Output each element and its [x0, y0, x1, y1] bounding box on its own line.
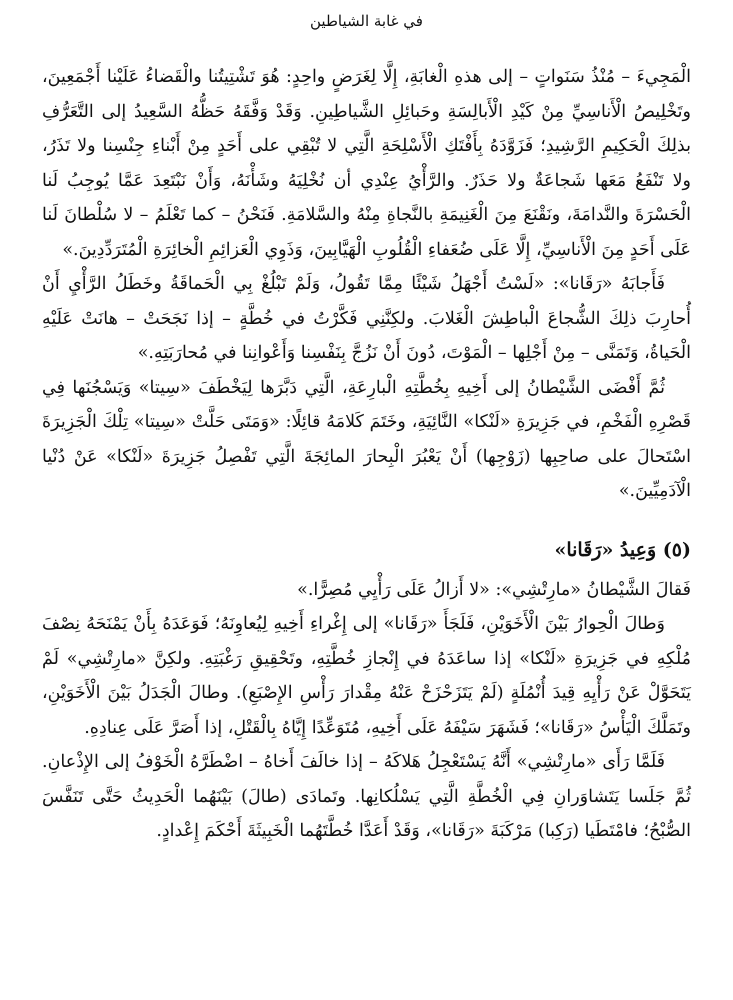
section-gap [42, 509, 691, 533]
paragraph: فَأَجابَهُ «رَقَانا»: «لَسْتُ أَجْهَلُ شَيْئًا مِمَّا تَقُولُ، وَلَمْ تَبْلُغْ بِي الْحَماقَةُ وخَطَلُ الرَّأْيِ أَنْ أُحارِبَ ذلِكَ الشُّجاعَ الْباطِشَ الْغَلابَ. ولكِنَّنِي فَكَّرْتُ في خُطَّةٍ – إذا نَجَحَتْ – هانَتْ عَلَيْهِ الْحَياةُ، وَتَمَنَّى – مِنْ أَجْلِها – الْمَوْتَ، دُونَ أَنْ نَزُجَّ بِنَفْسِنا وَأَعْوانِنا في مُحارَبَتِهِ.» [42, 274, 691, 363]
paragraph: فَقالَ الشَّيْطانُ «مارِتْشِي»: «لا أَزالُ عَلَى رَأْيِي مُصِرًّا.» [297, 579, 691, 600]
paragraph: ثُمَّ أَفْضَى الشَّيْطانُ إلى أَخِيهِ بِخُطَّتِهِ الْبارِعَةِ، الَّتِي دَبَّرَها لِيَخْطَفَ «سِيتا» وَيَسْجُنَها فِي قَصْرِهِ الْفَخْمِ، في جَزِيرَةِ «لَنْكا» النَّائِيَةِ، وخَتَمَ كَلامَهُ قائِلًا: «وَمَتَى حَلَّتْ «سِيتا» تِلْكَ الْجَزِيرَةَ اسْتَحالَ على صاحِبِها (زَوْجِها) أَنْ يَعْبُرَ الْبِحارَ المائِجَةَ الَّتِي تَفْصِلُ جَزِيرَةَ «لَنْكا» عَنْ دُنْيا الْآدَمِيِّينَ.» [42, 377, 691, 501]
paragraph: فَلَمَّا رَأَى «مارِتْشِي» أَنَّهُ يَسْتَعْجِلُ هَلاكَهُ – إذا خالَفَ أَخاهُ – اضْطَرَّهُ الْخَوْفُ إلى الإِذْعانِ. ثُمَّ جَلَسا يَتَشاوَرانِ فِي الْخُطَّةِ الَّتِي يَسْلُكانِها. وتَمادَى (طالَ) بَيْنَهُما الْحَدِيثُ حَتَّى تَنَفَّسَ الصُّبْحُ؛ فامْتَطَيا (رَكِبا) مَرْكَبَةَ «رَقَانا»، وَقَدْ أَعَدَّا خُطَّتَهُما الْخَبِيثَةَ أَحْكَمَ إِعْدادٍ. [42, 752, 691, 841]
paragraph: الْمَجِيءَ – مُنْذُ سَنَواتٍ – إلى هذهِ الْغابَةِ، إِلَّا لِغَرَضٍ واحِدٍ: هُوَ تَشْتِيتُنا والْقَضاءُ عَلَيْنا أَجْمَعِينَ، وتَخْلِيصُ الْأَناسِيِّ مِنْ كَيْدِ الْأَبالِسَةِ وحَبائِلِ الشَّياطِينِ. وَقَدْ وَفَّقَهُ حَظُّهُ السَّعِيدُ إلى التَّعَرُّفِ بذلِكَ الْحَكِيمِ الرَّشِيدِ؛ فَزَوَّدَهُ بِأَفْتَكِ الْأَسْلِحَةِ الَّتِي لا تُبْقِي على أَحَدٍ مِنْ أَبْناءِ جِنْسِنا ولا تَذَرُ، ولا تَنْفَعُ مَعَها شَجاعَةٌ ولا حَذَرٌ. والرَّأْيُ عِنْدِي أن نُخْلِيَهُ وشَأْنَهُ، وَأَنْ نَبْتَعِدَ عَمَّا يُوجِبُ لَنا الْحَسْرَةَ والنَّدامَةَ، ونَقْنَعَ مِنَ الْغَنِيمَةِ بالنَّجاةِ مِنْهُ والسَّلامَةِ. فَنَحْنُ – كما تَعْلَمُ – لا سُلْطانَ لَنا عَلَى أَحَدٍ مِنَ الْأَناسِيِّ، إِلَّا عَلَى ضُعَفاءِ الْقُلُوبِ الْهَيَّابِينَ، وَذَوِي الْعَزائِمِ الْخائِرَةِ الْمُتَرَدِّدِينَ.» [42, 67, 692, 260]
section-heading: (٥) وَعِيدُ «رَقَانا» [554, 538, 691, 561]
paragraph: وَطالَ الْحِوارُ بَيْنَ الْأَخَوَيْنِ، فَلَجَأَ «رَقَانا» إلى إِغْراءِ أَخِيهِ لِيُعاوِنَهُ؛ فَوَعَدَهُ بِأَنْ يَمْنَحَهُ نِصْفَ مُلْكِهِ في جَزِيرَةِ «لَنْكا» إذا ساعَدَهُ في إِنْجازِ خُطَّتِهِ، وتَحْقِيقِ رَغْبَتِهِ. ولكِنَّ «مارِتْشِي» لَمْ يَتَحَوَّلْ عَنْ رَأْيِهِ قِيدَ أُنْمُلَةٍ (لَمْ يَتَزَحْزَحْ عَنْهُ مِقْدارَ رَأْسِ الإِصْبَعِ). وطالَ الْجَدَلُ بَيْنَ الْأَخَوَيْنِ، وتَمَلَّكَ الْيَأْسُ «رَقَانا»؛ فَشَهَرَ سَيْفَهُ عَلَى أَخِيهِ، مُتَوَعِّدًا إِيَّاهُ بِالْقَتْلِ، إذا أَصَرَّ عَلَى عِنادِهِ. [42, 614, 691, 738]
running-head: في غابة الشياطين [310, 12, 423, 30]
